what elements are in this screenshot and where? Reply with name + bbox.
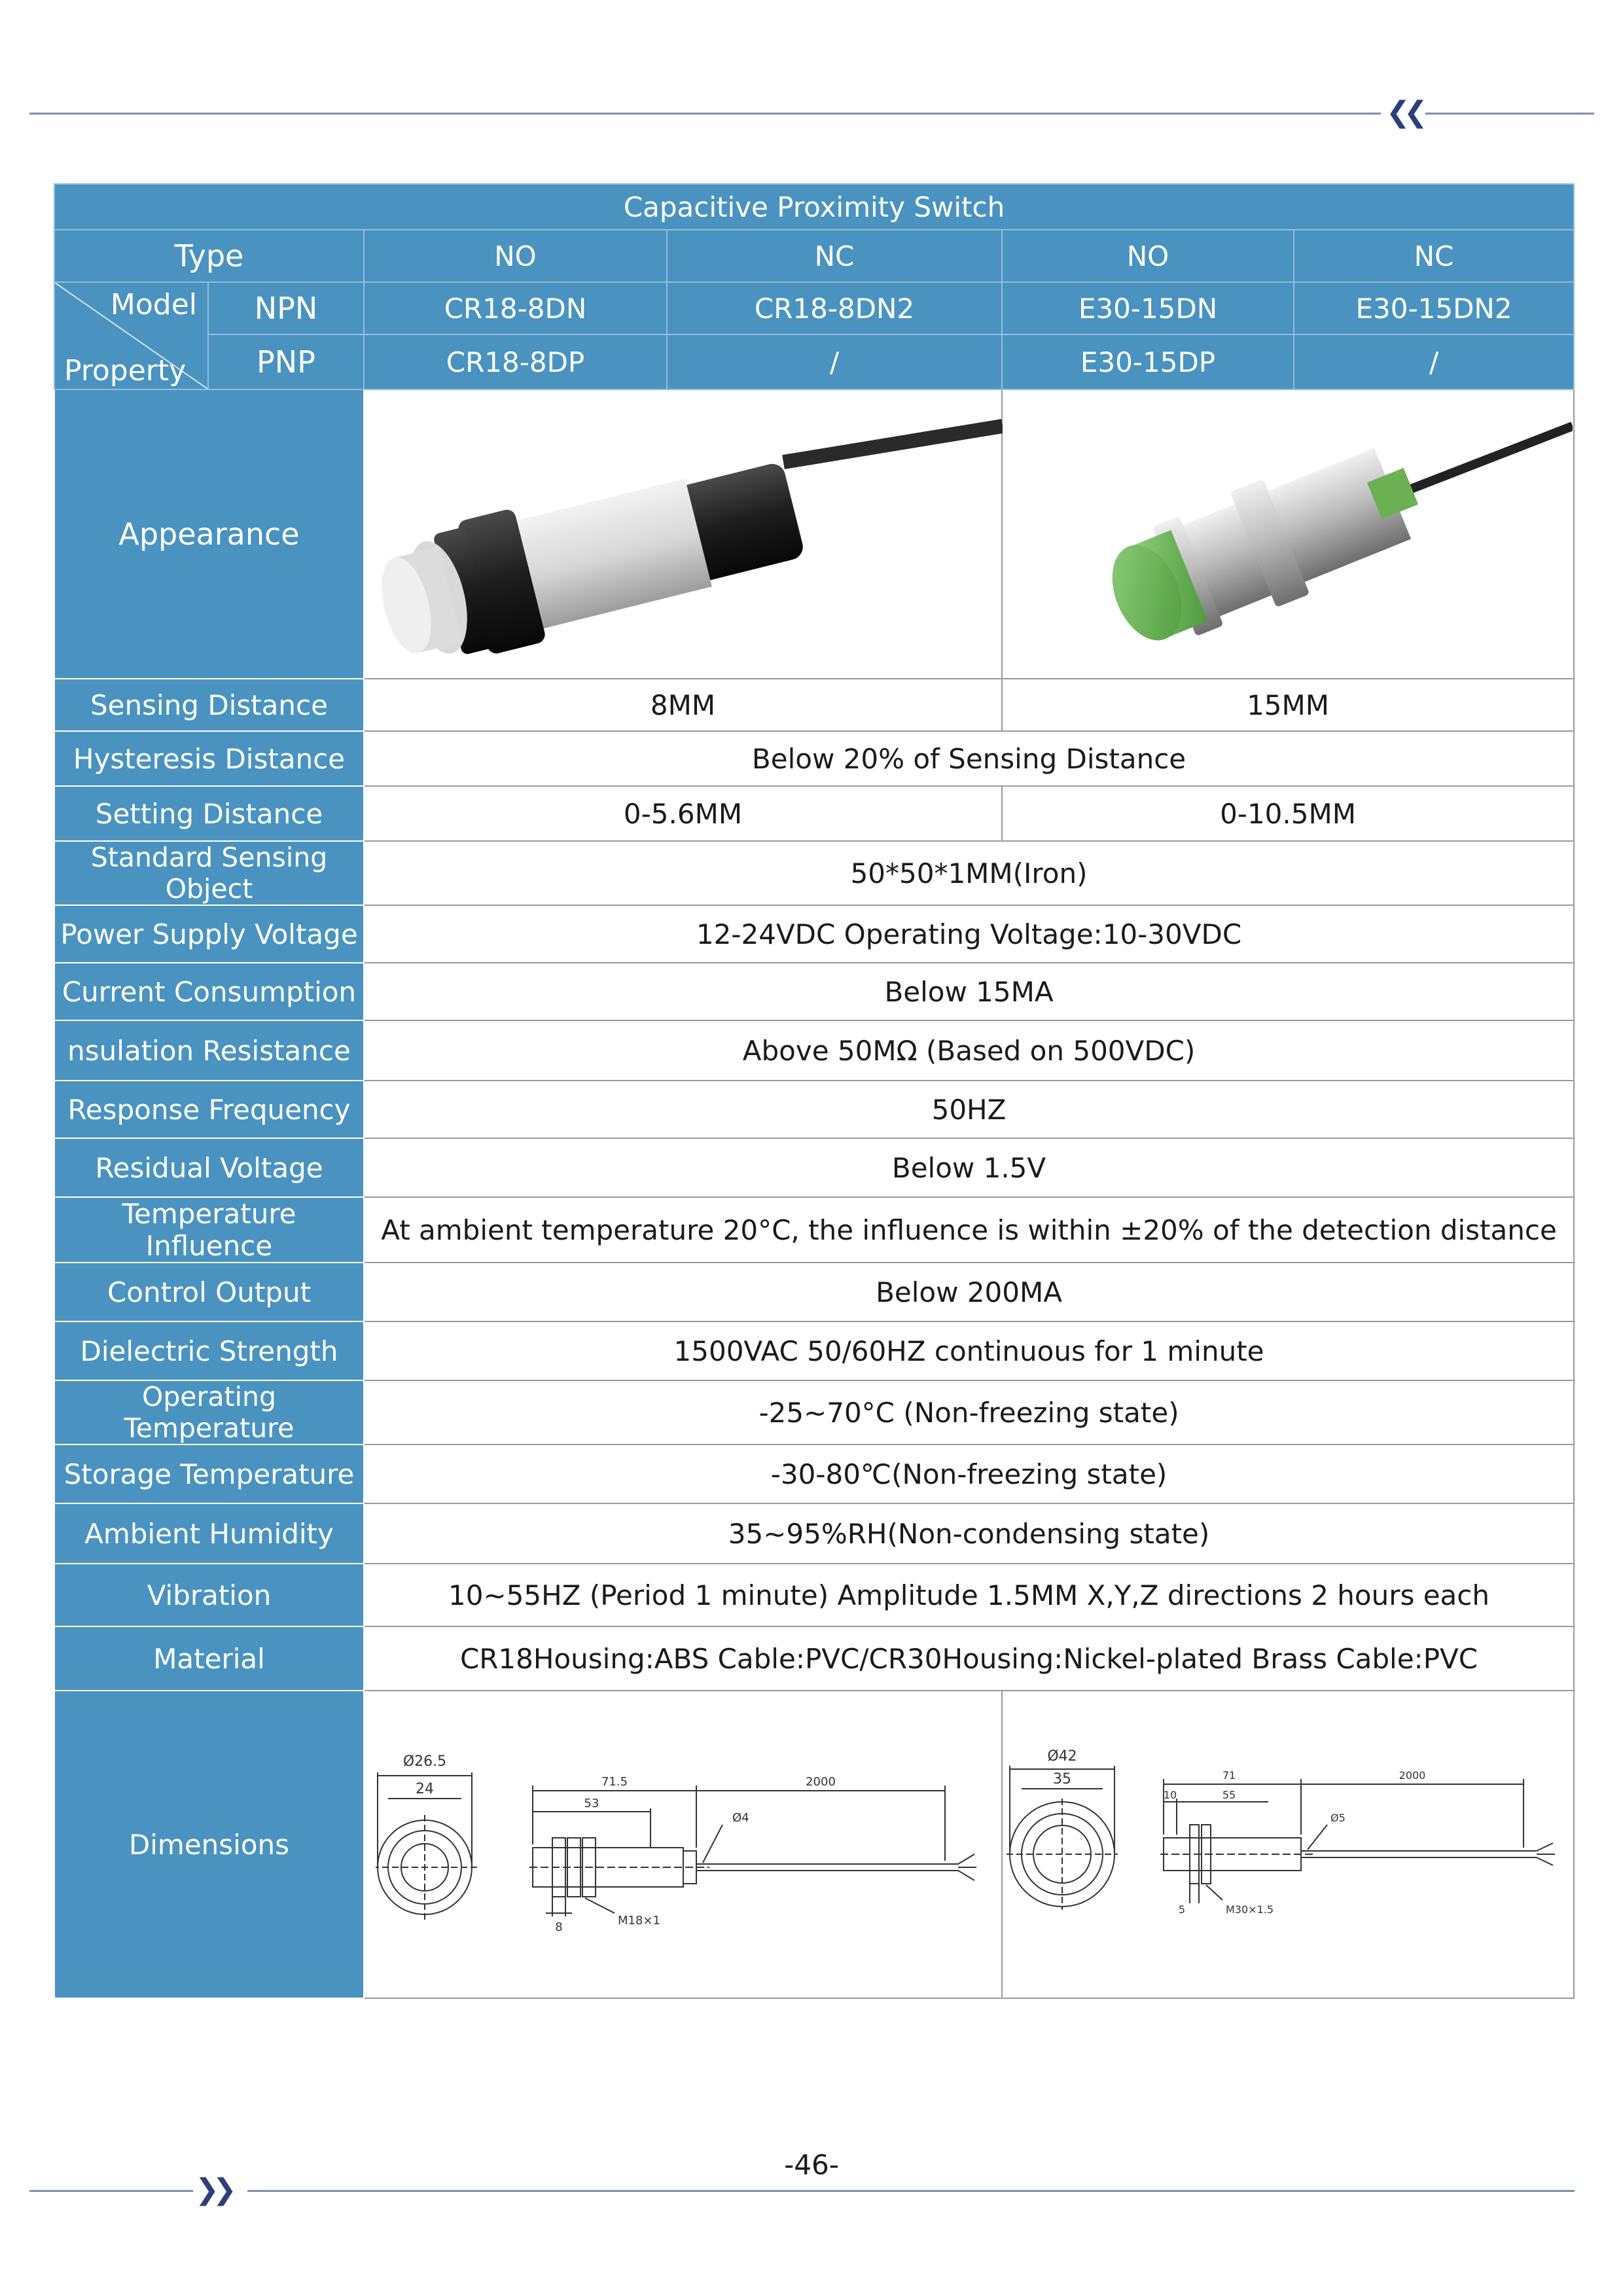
spec-value: 50*50*1MM(Iron)	[364, 841, 1574, 905]
dim-nut: 5	[1178, 1903, 1186, 1916]
hysteresis-distance-value: Below 20% of Sensing Distance	[364, 731, 1574, 786]
pnp-label: PNP	[208, 334, 364, 389]
spec-label: Ambient Humidity	[54, 1503, 364, 1564]
double-left-chevron-icon: ❮❮	[1386, 96, 1421, 129]
spec-value: CR18Housing:ABS Cable:PVC/CR30Housing:Nickel-plated Brass Cable:PVC	[364, 1626, 1574, 1691]
dim-inner: 35	[1053, 1771, 1072, 1787]
spec-value: Below 1.5V	[364, 1138, 1574, 1197]
spec-label: Dielectric Strength	[54, 1321, 364, 1380]
page-number: -46-	[784, 2149, 839, 2181]
type-col-2: NC	[667, 230, 1002, 282]
spec-value: Above 50MΩ (Based on 500VDC)	[364, 1020, 1574, 1081]
dim-cable-len: 2000	[805, 1775, 836, 1789]
appearance-image-cr18	[364, 389, 1002, 679]
setting-distance-left: 0-5.6MM	[364, 786, 1002, 841]
double-right-chevron-icon: ❯❯	[195, 2173, 230, 2206]
spec-label: Temperature Influence	[54, 1197, 364, 1263]
dim-total: 71.5	[601, 1775, 628, 1789]
type-label: Type	[54, 230, 364, 282]
spec-label: Response Frequency	[54, 1081, 364, 1138]
footer-rule-right	[247, 2190, 1575, 2192]
npn-model-2: CR18-8DN2	[667, 282, 1002, 334]
spec-label: Residual Voltage	[54, 1138, 364, 1197]
spec-label: Power Supply Voltage	[54, 905, 364, 963]
npn-model-1: CR18-8DN	[364, 282, 667, 334]
appearance-image-e30	[1002, 389, 1574, 679]
type-col-1: NO	[364, 230, 667, 282]
dim-inner: 24	[415, 1781, 434, 1797]
footer-rule-left	[29, 2190, 193, 2192]
pnp-model-4: /	[1294, 334, 1574, 389]
spec-value: Below 15MA	[364, 963, 1574, 1020]
dim-body: 53	[584, 1797, 599, 1810]
dim-front: 10	[1163, 1789, 1177, 1801]
setting-distance-label: Setting Distance	[54, 786, 364, 841]
spec-value: -25~70°C (Non-freezing state)	[364, 1380, 1574, 1444]
spec-value: 10~55HZ (Period 1 minute) Amplitude 1.5MM X,Y,Z directions 2 hours each	[364, 1564, 1574, 1626]
spec-label: Storage Temperature	[54, 1444, 364, 1503]
sensing-distance-left: 8MM	[364, 679, 1002, 731]
dim-cable-dia: Ø4	[732, 1811, 749, 1825]
spec-label: Operating Temperature	[54, 1380, 364, 1444]
pnp-model-2: /	[667, 334, 1002, 389]
dim-cable-len: 2000	[1399, 1769, 1426, 1782]
model-property-corner	[54, 282, 208, 389]
spec-value: At ambient temperature 20°C, the influence is within ±20% of the detection distance	[364, 1197, 1574, 1263]
dim-outer-dia: Ø42	[1047, 1748, 1077, 1765]
npn-model-4: E30-15DN2	[1294, 282, 1574, 334]
header-rule-right	[1425, 113, 1594, 115]
header-rule-left	[29, 113, 1381, 115]
spec-value: -30-80℃(Non-freezing state)	[364, 1444, 1574, 1503]
e30-sensor-image	[1003, 390, 1573, 678]
type-col-3: NO	[1002, 230, 1294, 282]
dimensions-drawing-e30	[1002, 1691, 1574, 1998]
dim-body: 55	[1222, 1789, 1236, 1801]
property-label: Property	[64, 354, 187, 387]
spec-label: Current Consumption	[54, 963, 364, 1020]
sensing-distance-right: 15MM	[1002, 679, 1574, 731]
setting-distance-right: 0-10.5MM	[1002, 786, 1574, 841]
spec-value: 12-24VDC Operating Voltage:10-30VDC	[364, 905, 1574, 963]
sensing-distance-label: Sensing Distance	[54, 679, 364, 731]
spec-value: 35~95%RH(Non-condensing state)	[364, 1503, 1574, 1564]
dim-thread: M30×1.5	[1226, 1903, 1274, 1916]
cr18-dimension-drawing	[376, 1746, 991, 1943]
pnp-model-1: CR18-8DP	[364, 334, 667, 389]
appearance-label: Appearance	[54, 389, 364, 679]
spec-label: Standard Sensing Object	[54, 841, 364, 905]
dim-total: 71	[1222, 1769, 1236, 1782]
type-col-4: NC	[1294, 230, 1574, 282]
cr18-sensor-image	[365, 390, 1003, 678]
spec-label: Vibration	[54, 1564, 364, 1626]
dimensions-drawing-cr18	[364, 1691, 1002, 1998]
spec-label: Material	[54, 1626, 364, 1691]
pnp-model-3: E30-15DP	[1002, 334, 1294, 389]
spec-label: Control Output	[54, 1263, 364, 1321]
spec-value: 1500VAC 50/60HZ continuous for 1 minute	[364, 1321, 1574, 1380]
model-label: Model	[110, 288, 197, 321]
dim-thread: M18×1	[617, 1914, 660, 1928]
spec-table	[54, 183, 1575, 1999]
npn-label: NPN	[208, 282, 364, 334]
spec-value: 50HZ	[364, 1081, 1574, 1138]
dimensions-label: Dimensions	[54, 1691, 364, 1998]
dim-outer-dia: Ø26.5	[402, 1753, 446, 1770]
spec-value: Below 200MA	[364, 1263, 1574, 1321]
table-title: Capacitive Proximity Switch	[54, 184, 1574, 230]
dim-nut: 8	[554, 1920, 563, 1934]
npn-model-3: E30-15DN	[1002, 282, 1294, 334]
e30-dimension-drawing	[1007, 1746, 1569, 1943]
dim-cable-dia: Ø5	[1330, 1812, 1346, 1824]
spec-label: nsulation Resistance	[54, 1020, 364, 1081]
hysteresis-distance-label: Hysteresis Distance	[54, 731, 364, 786]
